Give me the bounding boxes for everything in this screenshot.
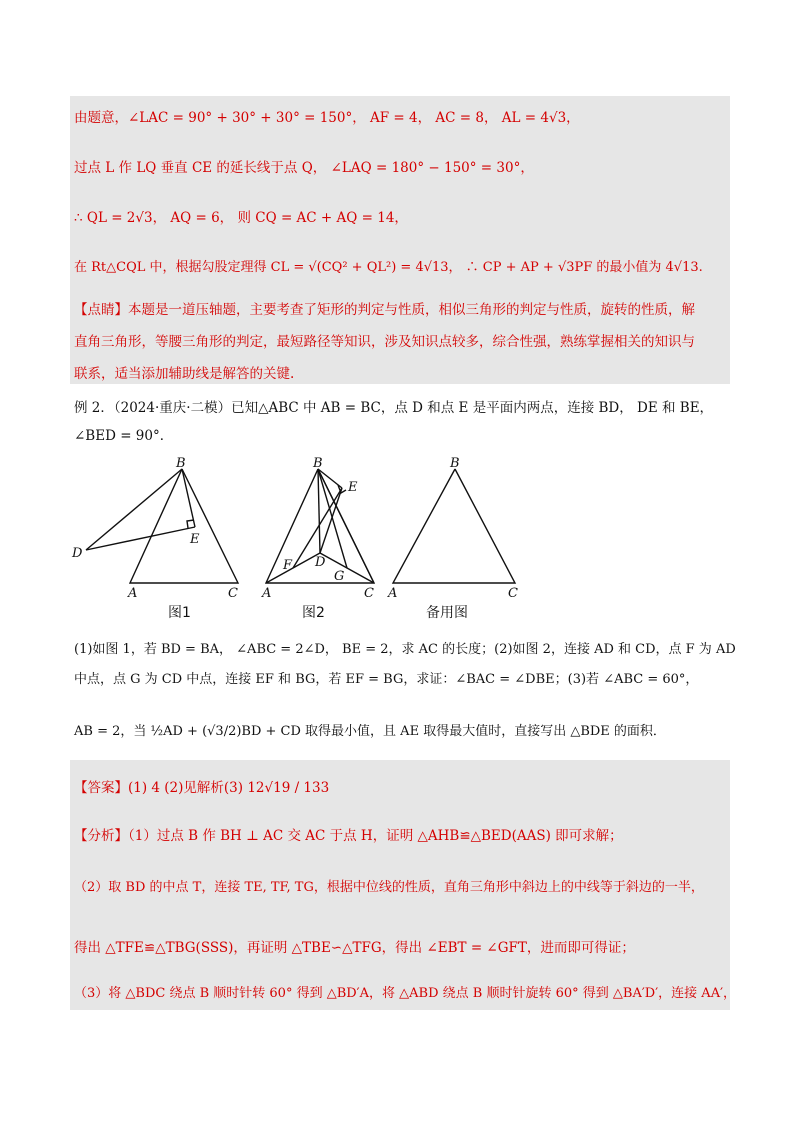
fig3-label-C: C [508, 586, 518, 601]
fig1-label-E: E [190, 532, 200, 547]
comment-label: 【点睛】 [74, 302, 128, 318]
answer-text: (1) 4 (2)见解析(3) 12√19 / 133 [128, 780, 330, 796]
question-line-1: (1)如图 1，若 BD = BA， ∠ABC = 2∠D， BE = 2，求 AC 的长度；(2)如图 2，连接 AD 和 CD，点 F 为 AD [74, 642, 736, 657]
figure-1 [86, 469, 238, 583]
example-line-2: ∠BED = 90°． [74, 428, 174, 444]
comment-line-1 [74, 300, 730, 320]
comment-text-1: 本题是一道压轴题，主要考查了矩形的判定与性质，相似三角形的判定与性质，旋转的性质，解 [128, 302, 695, 318]
analysis-line-2: （2）取 BD 的中点 T，连接 TE, TF, TG，根据中位线的性质，直角三角形中斜边上的中线等于斜边的一半， [74, 880, 704, 895]
solution-line-1: 由题意，∠LAC = 90° + 30° + 30° = 150°， AF = 4， AC = 8， AL = 4√3， [74, 110, 580, 126]
fig2-label-A: A [262, 586, 272, 601]
solution-line-2: 过点 L 作 LQ 垂直 CE 的延长线于点 Q， ∠LAQ = 180° − 150° = 30°， [74, 160, 534, 176]
example-line-1: 例 2．（2024·重庆·二模）已知△ABC 中 AB = BC，点 D 和点 E 是平面内两点，连接 BD， DE 和 BE， [74, 400, 714, 416]
fig1-label-B: B [176, 456, 186, 471]
analysis-line-4: （3）将 △BDC 绕点 B 顺时针转 60° 得到 △BD′A，将 △ABD 绕点 B 顺时针旋转 60° 得到 △BA′D′，连接 AA′， [74, 986, 737, 1001]
answer-label: 【答案】 [74, 780, 128, 796]
fig3-caption: 备用图 [426, 605, 468, 621]
fig1-label-C: C [228, 586, 238, 601]
answer-line [74, 778, 730, 798]
analysis-line-3: 得出 △TFE≌△TBG(SSS)，再证明 △TBE∽△TFG，得出 ∠EBT = ∠GFT，进而即可得证； [74, 940, 635, 956]
analysis-label: 【分析】 [74, 828, 128, 844]
question-line-3: AB = 2，当 ½AD + (√3/2)BD + CD 取得最小值，且 AE 取得最大值时，直接写出 △BDE 的面积． [74, 724, 666, 739]
question-line-2: 中点，点 G 为 CD 中点，连接 EF 和 BG，若 EF = BG，求证：∠BAC = ∠DBE；(3)若 ∠ABC = 60°， [74, 672, 699, 687]
fig2-label-F: F [283, 558, 293, 573]
fig2-caption: 图2 [302, 605, 325, 621]
analysis-line-1 [74, 826, 730, 846]
fig2-label-C: C [364, 586, 374, 601]
comment-line-3: 联系，适当添加辅助线是解答的关键. [74, 366, 295, 382]
fig1-label-D: D [72, 546, 83, 561]
analysis-text-1: （1）过点 B 作 BH ⊥ AC 交 AC 于点 H，证明 △AHB≌△BED(AAS) 即可求解； [128, 828, 623, 844]
solution-line-4: 在 Rt△CQL 中，根据勾股定理得 CL = √(CQ² + QL²) = 4√13， ∴ CP + AP + √3PF 的最小值为 4√13. [74, 260, 703, 275]
fig2-label-E: E [348, 480, 358, 495]
solution-line-3: ∴ QL = 2√3， AQ = 6， 则 CQ = AC + AQ = 14， [74, 210, 408, 226]
fig1-caption: 图1 [168, 605, 191, 621]
comment-line-2: 直角三角形，等腰三角形的判定，最短路径等知识，涉及知识点较多，综合性强，熟练掌握相关的知识与 [74, 334, 695, 350]
fig2-label-G: G [334, 569, 345, 584]
fig2-label-D: D [315, 555, 326, 570]
fig3-label-B: B [450, 456, 460, 471]
fig2-label-B: B [313, 456, 323, 471]
figure-3 [393, 469, 515, 583]
fig1-label-A: A [128, 586, 138, 601]
fig3-label-A: A [388, 586, 398, 601]
figures [70, 455, 570, 630]
